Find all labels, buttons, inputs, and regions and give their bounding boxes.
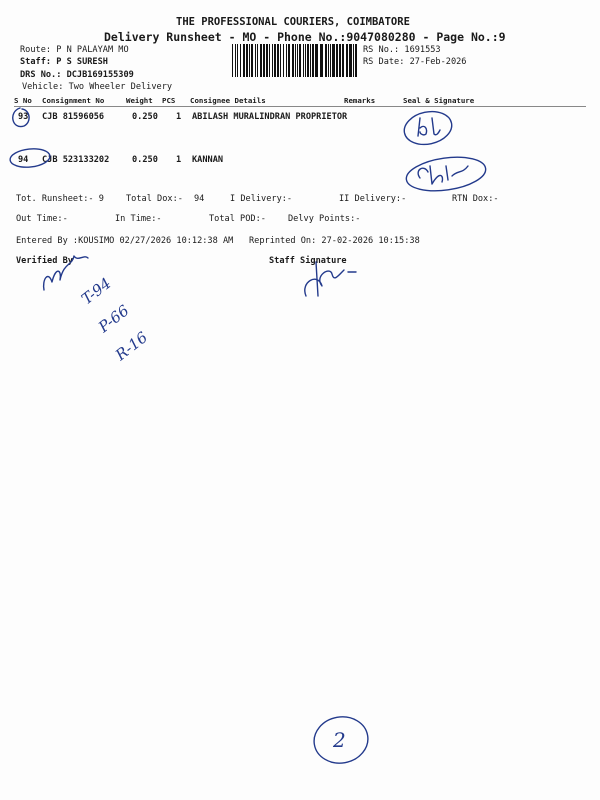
company-name: THE PROFESSIONAL COURIERS, COIMBATORE [176,16,410,28]
total-dox-value: 94 [194,194,205,204]
rs-date: RS Date: 27-Feb-2026 [363,57,467,67]
rtn-dox: RTN Dox:- [452,194,499,204]
drs-number: DRS No.: DCJB169155309 [20,70,134,80]
col-sno: S No [14,96,32,105]
tally-return: R-16 [112,328,152,365]
col-remarks: Remarks [344,96,376,105]
staff-signature-label: Staff Signature [269,256,347,266]
reprinted-on: Reprinted On: 27-02-2026 10:15:38 [249,236,420,246]
seal-signature-mark [404,153,488,196]
in-time: In Time:- [115,214,162,224]
route-field: Route: P N PALAYAM MO [20,45,129,55]
staff-field: Staff: P S SURESH [20,57,108,67]
sno-circle-mark [13,108,29,127]
row-consignee: KANNAN [192,155,224,165]
row-pcs: 1 [176,112,182,122]
verifier-signature [44,256,88,290]
vehicle-field: Vehicle: Two Wheeler Delivery [22,82,173,92]
tot-runsheet: Tot. Runsheet:- 9 [16,194,104,204]
staff-signature-scribble [305,262,356,296]
col-consignee: Consignee Details [190,96,266,105]
seal-signature-mark [401,107,455,148]
col-seal-signature: Seal & Signature [403,96,475,105]
row-weight: 0.250 [132,112,158,122]
total-pod: Total POD:- [209,214,266,224]
col-pcs: PCS [162,96,176,105]
entered-by: Entered By :KOUSIMO 02/27/2026 10:12:38 AM [16,236,234,246]
tally-total: T-94 [78,274,115,309]
page-number-mark: 2 [333,728,346,752]
row-consignment: CJB 523133202 [42,155,110,165]
row-weight: 0.250 [132,155,158,165]
sno-circle-mark [9,147,51,169]
delvy-points: Delvy Points:- [288,214,361,224]
row-consignee: ABILASH MURALINDRAN PROPRIETOR [192,112,348,122]
i-delivery: I Delivery:- [230,194,293,204]
ii-delivery: II Delivery:- [339,194,407,204]
verified-by-label: Verified By [16,256,73,266]
tally-pod: P-66 [95,301,133,337]
row-consignment: CJB 81596056 [42,112,105,122]
col-consignment: Consignment No [42,96,105,105]
row-pcs: 1 [176,155,182,165]
runsheet-title: Delivery Runsheet - MO - Phone No.:9047080280 - Page No.:9 [104,30,506,44]
total-dox-label: Total Dox:- [126,194,183,204]
rs-number: RS No.: 1691553 [363,45,441,55]
out-time: Out Time:- [16,214,68,224]
row-sno: 93 [18,112,29,122]
row-sno: 94 [18,155,29,165]
col-weight: Weight [126,96,153,105]
